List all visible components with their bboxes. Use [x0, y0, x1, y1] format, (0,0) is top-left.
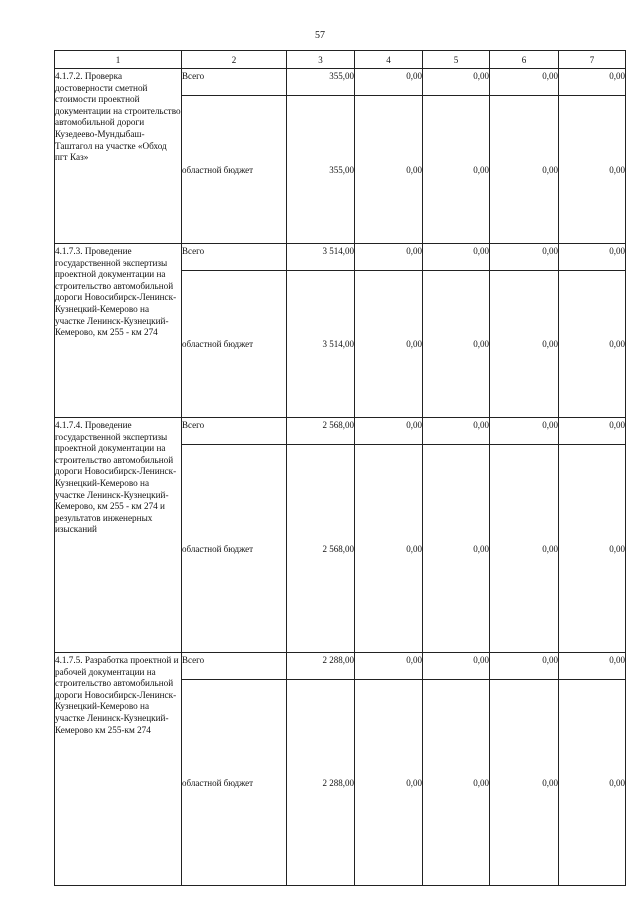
value-cell: 0,00	[423, 271, 490, 418]
measure-description: 4.1.7.5. Разработка проектной и рабочей документации на строительство автомобильной дороги Новосибирск-Ленинск-Кузнецкий-Кемерово на участке Ленинск-Кузнецкий-Кемерово км 255-км 274	[55, 653, 182, 886]
funding-source: областной бюджет	[182, 96, 287, 244]
value-cell: 0,00	[559, 69, 626, 96]
value-cell: 0,00	[559, 96, 626, 244]
table-row-total	[55, 244, 626, 271]
column-header-5: 5	[423, 51, 490, 69]
value-cell: 0,00	[490, 445, 559, 653]
value-cell: 0,00	[423, 244, 490, 271]
column-header-7: 7	[559, 51, 626, 69]
value-cell: 0,00	[490, 680, 559, 886]
funding-source: Всего	[182, 653, 287, 680]
value-cell: 0,00	[559, 445, 626, 653]
column-header-2: 2	[182, 51, 287, 69]
value-cell: 0,00	[423, 680, 490, 886]
value-cell: 0,00	[423, 96, 490, 244]
funding-source: Всего	[182, 69, 287, 96]
measure-description: 4.1.7.2. Проверка достоверности сметной стоимости проектной документации на строительство автомобильной дороги Кузедеево-Мундыбаш-Таштагол на участке «Обход пгт Каз»	[55, 69, 182, 244]
measure-description: 4.1.7.4. Проведение государственной экспертизы проектной документации на строительство автомобильной дороги Новосибирск-Ленинск-Кузнецкий-Кемерово на участке Ленинск-Кузнецкий-Кемерово, км 255 - км 274 и результатов инженерных изысканий	[55, 418, 182, 653]
value-cell: 355,00	[287, 69, 355, 96]
value-cell: 0,00	[355, 271, 423, 418]
table-row-total	[55, 69, 626, 96]
value-cell: 0,00	[355, 445, 423, 653]
value-cell: 0,00	[559, 653, 626, 680]
value-cell: 0,00	[423, 418, 490, 445]
column-header-1: 1	[55, 51, 182, 69]
funding-source: областной бюджет	[182, 445, 287, 653]
value-cell: 0,00	[559, 418, 626, 445]
value-cell: 0,00	[355, 653, 423, 680]
value-cell: 0,00	[490, 418, 559, 445]
value-cell: 2 568,00	[287, 445, 355, 653]
measure-description: 4.1.7.3. Проведение государственной экспертизы проектной документации на строительство автомобильной дороги Новосибирск-Ленинск-Кузнецкий-Кемерово на участке Ленинск-Кузнецкий-Кемерово, км 255 - км 274	[55, 244, 182, 418]
column-header-4: 4	[355, 51, 423, 69]
value-cell: 0,00	[490, 96, 559, 244]
value-cell: 0,00	[355, 418, 423, 445]
funding-source: Всего	[182, 244, 287, 271]
table-row-total	[55, 418, 626, 445]
value-cell: 0,00	[355, 96, 423, 244]
value-cell: 0,00	[423, 653, 490, 680]
value-cell: 3 514,00	[287, 244, 355, 271]
value-cell: 0,00	[355, 69, 423, 96]
funding-source: областной бюджет	[182, 680, 287, 886]
value-cell: 0,00	[559, 271, 626, 418]
column-header-6: 6	[490, 51, 559, 69]
value-cell: 355,00	[287, 96, 355, 244]
page-number: 57	[315, 30, 325, 41]
value-cell: 0,00	[490, 271, 559, 418]
table-row-total	[55, 653, 626, 680]
value-cell: 0,00	[559, 244, 626, 271]
budget-table	[54, 50, 626, 886]
header-row	[55, 51, 626, 69]
value-cell: 2 288,00	[287, 653, 355, 680]
value-cell: 0,00	[355, 680, 423, 886]
value-cell: 0,00	[490, 69, 559, 96]
value-cell: 0,00	[423, 445, 490, 653]
value-cell: 0,00	[490, 653, 559, 680]
funding-source: Всего	[182, 418, 287, 445]
value-cell: 0,00	[423, 69, 490, 96]
funding-source: областной бюджет	[182, 271, 287, 418]
value-cell: 0,00	[490, 244, 559, 271]
column-header-3: 3	[287, 51, 355, 69]
value-cell: 0,00	[559, 680, 626, 886]
value-cell: 0,00	[355, 244, 423, 271]
value-cell: 2 288,00	[287, 680, 355, 886]
value-cell: 2 568,00	[287, 418, 355, 445]
value-cell: 3 514,00	[287, 271, 355, 418]
